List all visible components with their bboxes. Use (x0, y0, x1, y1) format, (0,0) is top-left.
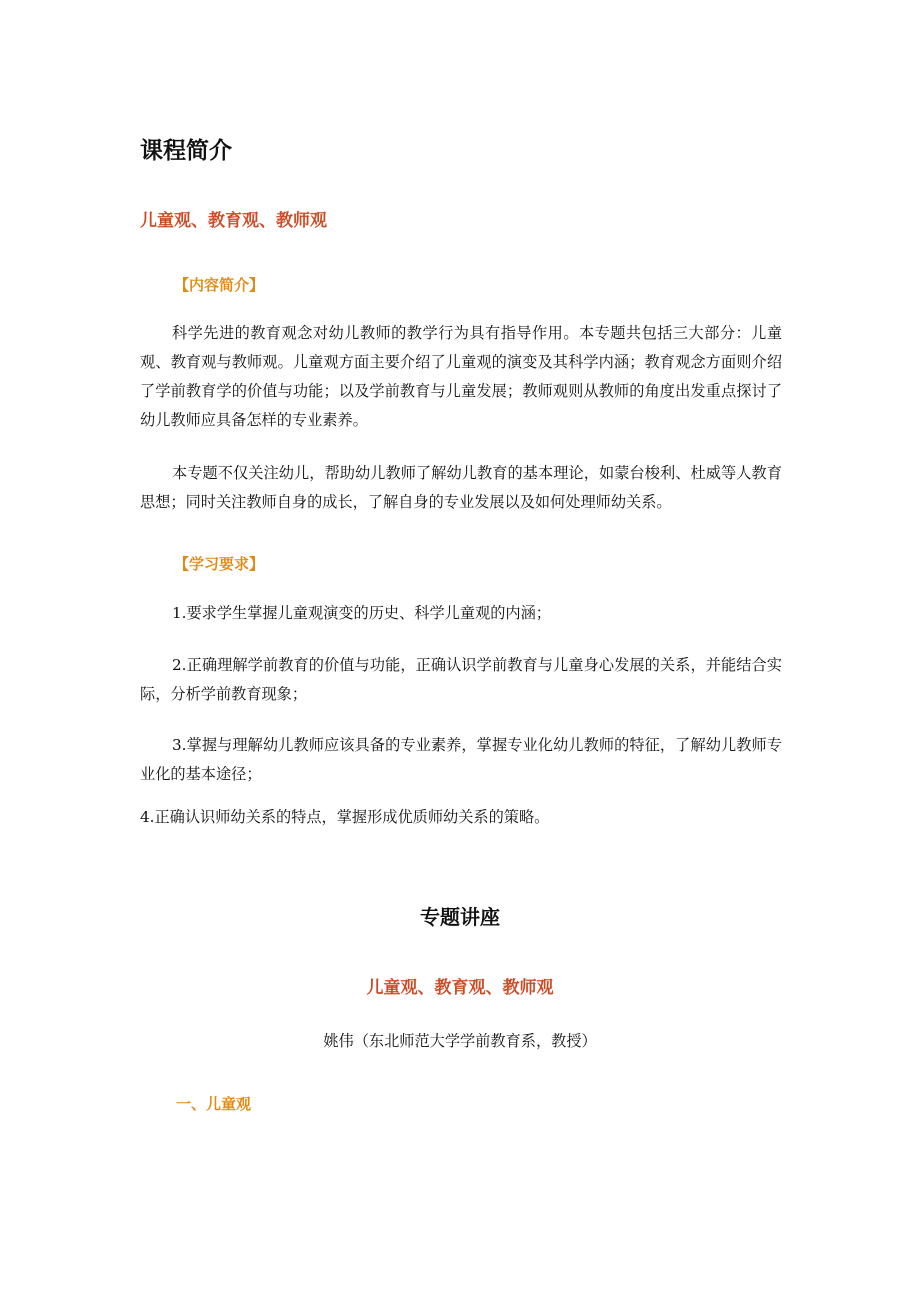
requirement-item-4: 4.正确认识师幼关系的特点，掌握形成优质师幼关系的策略。 (140, 808, 550, 826)
section-heading-children-view: 一、儿童观 (176, 1095, 252, 1113)
requirement-item-3: 3.掌握与理解幼儿教师应该具备的专业素养，掌握专业化幼儿教师的特征，了解幼儿教师专业化的基本途径； (140, 736, 782, 783)
lecture-author: 姚伟（东北师范大学学前教育系，教授） (323, 1032, 597, 1050)
lecture-heading: 专题讲座 (420, 905, 500, 929)
content-paragraph-1: 科学先进的教育观念对幼儿教师的教学行为具有指导作用。本专题共包括三大部分：儿童观、教育观与教师观。儿童观方面主要介绍了儿童观的演变及其科学内涵；教育观念方面则介绍了学前教育学的价值与功能；以及学前教育与儿童发展；教师观则从教师的角度出发重点探讨了幼儿教师应具备怎样的专业素养。 (140, 324, 782, 429)
course-intro-heading: 课程简介 (140, 138, 232, 164)
requirement-item-1: 1.要求学生掌握儿童观演变的历史、科学儿童观的内涵； (172, 604, 551, 622)
content-intro-label: 【内容简介】 (174, 276, 265, 294)
requirement-item-2: 2.正确理解学前教育的价值与功能，正确认识学前教育与儿童身心发展的关系，并能结合实际，分析学前教育现象； (140, 656, 782, 703)
requirements-label: 【学习要求】 (174, 555, 265, 573)
content-paragraph-2: 本专题不仅关注幼儿，帮助幼儿教师了解幼儿教育的基本理论，如蒙台梭利、杜威等人教育思想；同时关注教师自身的成长，了解自身的专业发展以及如何处理师幼关系。 (140, 464, 782, 511)
topic-title: 儿童观、教育观、教师观 (140, 211, 327, 231)
lecture-title: 儿童观、教育观、教师观 (366, 978, 554, 998)
